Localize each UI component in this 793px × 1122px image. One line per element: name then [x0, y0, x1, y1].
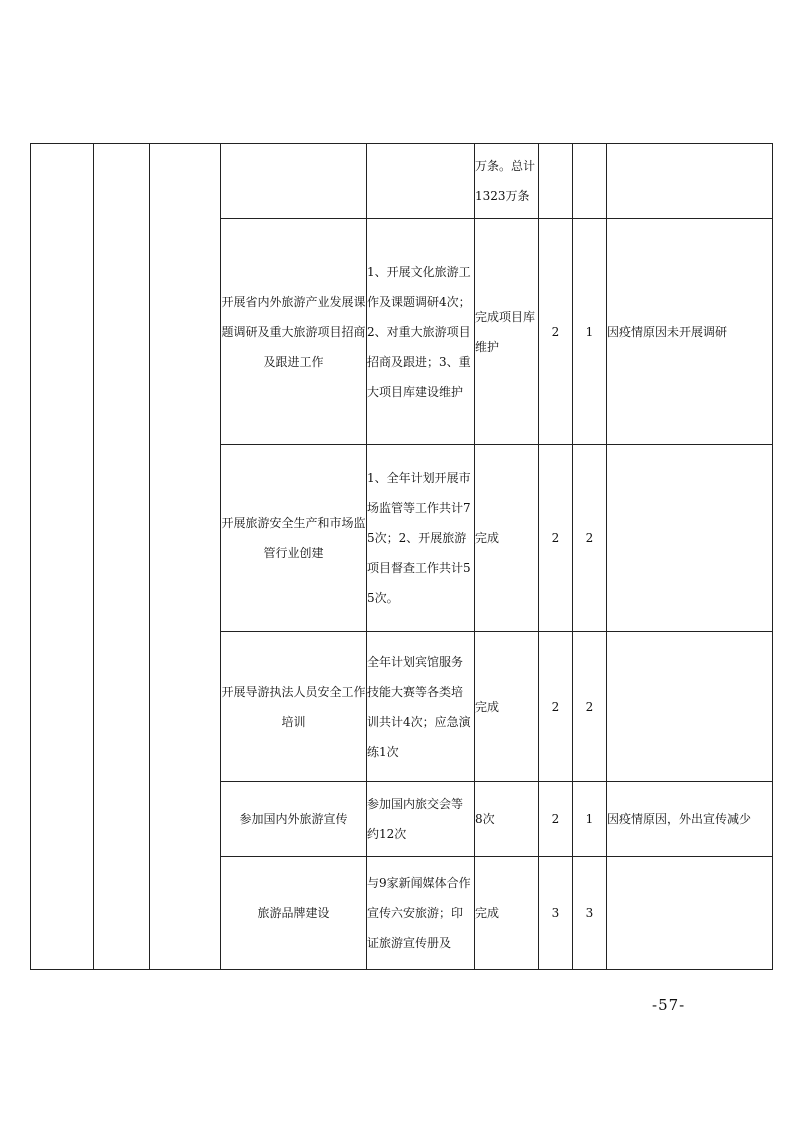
note-cell: 因疫情原因，外出宣传减少 [607, 782, 773, 857]
actual-score-cell: 2 [573, 445, 607, 632]
table-row [31, 144, 773, 219]
page-number: -57- [652, 996, 686, 1014]
actual-score-cell: 1 [573, 782, 607, 857]
task-cell: 开展旅游安全生产和市场监管行业创建 [221, 445, 367, 632]
task-cell [221, 144, 367, 219]
score-cell: 2 [539, 445, 573, 632]
note-cell [607, 632, 773, 782]
merged-column-1 [31, 144, 94, 970]
score-cell: 2 [539, 782, 573, 857]
task-cell: 开展导游执法人员安全工作培训 [221, 632, 367, 782]
note-cell [607, 857, 773, 970]
task-cell: 开展省内外旅游产业发展课题调研及重大旅游项目招商及跟进工作 [221, 219, 367, 445]
actual-score-cell: 1 [573, 219, 607, 445]
goal-cell [367, 144, 475, 219]
score-cell: 2 [539, 219, 573, 445]
score-cell: 3 [539, 857, 573, 970]
actual-score-cell: 3 [573, 857, 607, 970]
completion-cell: 完成 [475, 445, 539, 632]
goal-cell: 1、开展文化旅游工作及课题调研4次；2、对重大旅游项目招商及跟进；3、重大项目库建设维护 [367, 219, 475, 445]
note-cell [607, 445, 773, 632]
goal-cell: 与9家新闻媒体合作宣传六安旅游；印证旅游宣传册及 [367, 857, 475, 970]
completion-cell: 完成 [475, 857, 539, 970]
actual-score-cell: 2 [573, 632, 607, 782]
task-cell: 参加国内外旅游宣传 [221, 782, 367, 857]
actual-score-cell [573, 144, 607, 219]
merged-column-3 [150, 144, 221, 970]
completion-cell: 8次 [475, 782, 539, 857]
score-cell [539, 144, 573, 219]
completion-cell: 万条。总计1323万条 [475, 144, 539, 219]
goal-cell: 参加国内旅交会等约12次 [367, 782, 475, 857]
performance-table [30, 143, 773, 970]
goal-cell: 1、全年计划开展市场监管等工作共计75次；2、开展旅游项目督查工作共计55次。 [367, 445, 475, 632]
task-cell: 旅游品牌建设 [221, 857, 367, 970]
completion-cell: 完成项目库维护 [475, 219, 539, 445]
note-cell: 因疫情原因未开展调研 [607, 219, 773, 445]
note-cell [607, 144, 773, 219]
goal-cell: 全年计划宾馆服务技能大赛等各类培训共计4次；应急演练1次 [367, 632, 475, 782]
completion-cell: 完成 [475, 632, 539, 782]
score-cell: 2 [539, 632, 573, 782]
merged-column-2 [94, 144, 150, 970]
